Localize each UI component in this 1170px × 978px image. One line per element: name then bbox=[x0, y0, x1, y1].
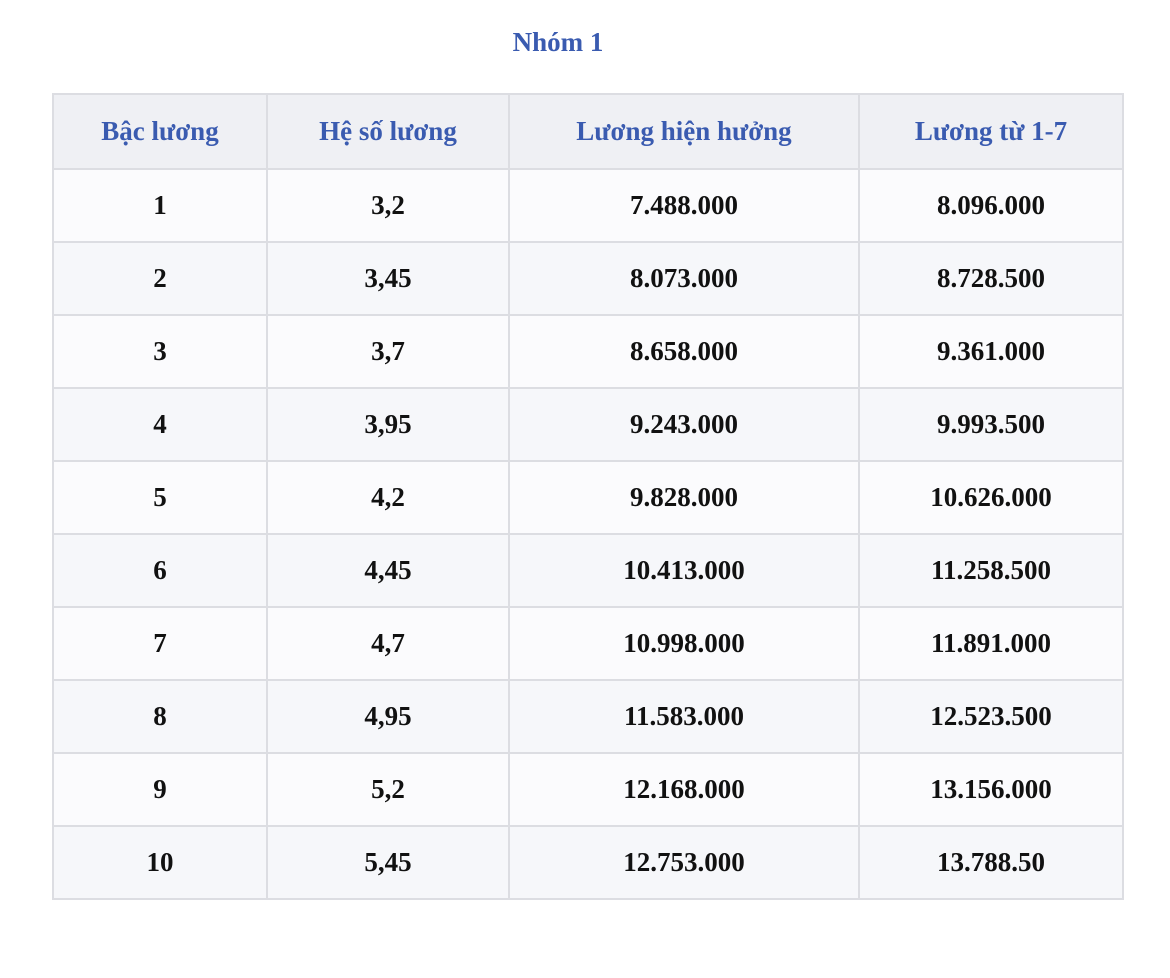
cell-luong-tu-1-7: 10.626.000 bbox=[859, 461, 1123, 534]
cell-luong-hien-huong: 9.243.000 bbox=[509, 388, 859, 461]
cell-luong-tu-1-7: 13.156.000 bbox=[859, 753, 1123, 826]
cell-he-so-luong: 3,95 bbox=[267, 388, 509, 461]
cell-luong-tu-1-7: 9.993.500 bbox=[859, 388, 1123, 461]
header-bac-luong: Bậc lương bbox=[53, 94, 267, 169]
cell-bac-luong: 2 bbox=[53, 242, 267, 315]
cell-luong-hien-huong: 12.168.000 bbox=[509, 753, 859, 826]
cell-bac-luong: 5 bbox=[53, 461, 267, 534]
cell-bac-luong: 9 bbox=[53, 753, 267, 826]
cell-luong-hien-huong: 8.658.000 bbox=[509, 315, 859, 388]
cell-bac-luong: 6 bbox=[53, 534, 267, 607]
cell-he-so-luong: 3,45 bbox=[267, 242, 509, 315]
table-row bbox=[53, 826, 1123, 899]
table-row bbox=[53, 169, 1123, 242]
cell-luong-hien-huong: 7.488.000 bbox=[509, 169, 859, 242]
cell-he-so-luong: 3,2 bbox=[267, 169, 509, 242]
cell-luong-tu-1-7: 9.361.000 bbox=[859, 315, 1123, 388]
cell-luong-tu-1-7: 11.258.500 bbox=[859, 534, 1123, 607]
table-header-row bbox=[53, 94, 1123, 169]
cell-bac-luong: 7 bbox=[53, 607, 267, 680]
cell-he-so-luong: 4,2 bbox=[267, 461, 509, 534]
cell-luong-tu-1-7: 8.728.500 bbox=[859, 242, 1123, 315]
cell-luong-hien-huong: 9.828.000 bbox=[509, 461, 859, 534]
salary-table bbox=[52, 93, 1124, 900]
table-row bbox=[53, 607, 1123, 680]
cell-luong-hien-huong: 10.413.000 bbox=[509, 534, 859, 607]
cell-he-so-luong: 3,7 bbox=[267, 315, 509, 388]
table-row bbox=[53, 461, 1123, 534]
table-row bbox=[53, 315, 1123, 388]
cell-bac-luong: 4 bbox=[53, 388, 267, 461]
header-luong-hien-huong: Lương hiện hưởng bbox=[509, 94, 859, 169]
cell-luong-tu-1-7: 13.788.50 bbox=[859, 826, 1123, 899]
header-luong-tu-1-7: Lương từ 1-7 bbox=[859, 94, 1123, 169]
table-row bbox=[53, 753, 1123, 826]
cell-luong-tu-1-7: 11.891.000 bbox=[859, 607, 1123, 680]
table-row bbox=[53, 388, 1123, 461]
table-row bbox=[53, 242, 1123, 315]
cell-luong-tu-1-7: 8.096.000 bbox=[859, 169, 1123, 242]
cell-he-so-luong: 5,2 bbox=[267, 753, 509, 826]
header-he-so-luong: Hệ số lương bbox=[267, 94, 509, 169]
cell-luong-hien-huong: 11.583.000 bbox=[509, 680, 859, 753]
cell-luong-hien-huong: 12.753.000 bbox=[509, 826, 859, 899]
cell-bac-luong: 10 bbox=[53, 826, 267, 899]
cell-luong-hien-huong: 10.998.000 bbox=[509, 607, 859, 680]
cell-luong-hien-huong: 8.073.000 bbox=[509, 242, 859, 315]
cell-he-so-luong: 5,45 bbox=[267, 826, 509, 899]
page-title: Nhóm 1 bbox=[512, 27, 604, 57]
cell-luong-tu-1-7: 12.523.500 bbox=[859, 680, 1123, 753]
table-row bbox=[53, 680, 1123, 753]
cell-he-so-luong: 4,95 bbox=[267, 680, 509, 753]
cell-bac-luong: 1 bbox=[53, 169, 267, 242]
cell-he-so-luong: 4,7 bbox=[267, 607, 509, 680]
cell-he-so-luong: 4,45 bbox=[267, 534, 509, 607]
cell-bac-luong: 8 bbox=[53, 680, 267, 753]
table-row bbox=[53, 534, 1123, 607]
cell-bac-luong: 3 bbox=[53, 315, 267, 388]
